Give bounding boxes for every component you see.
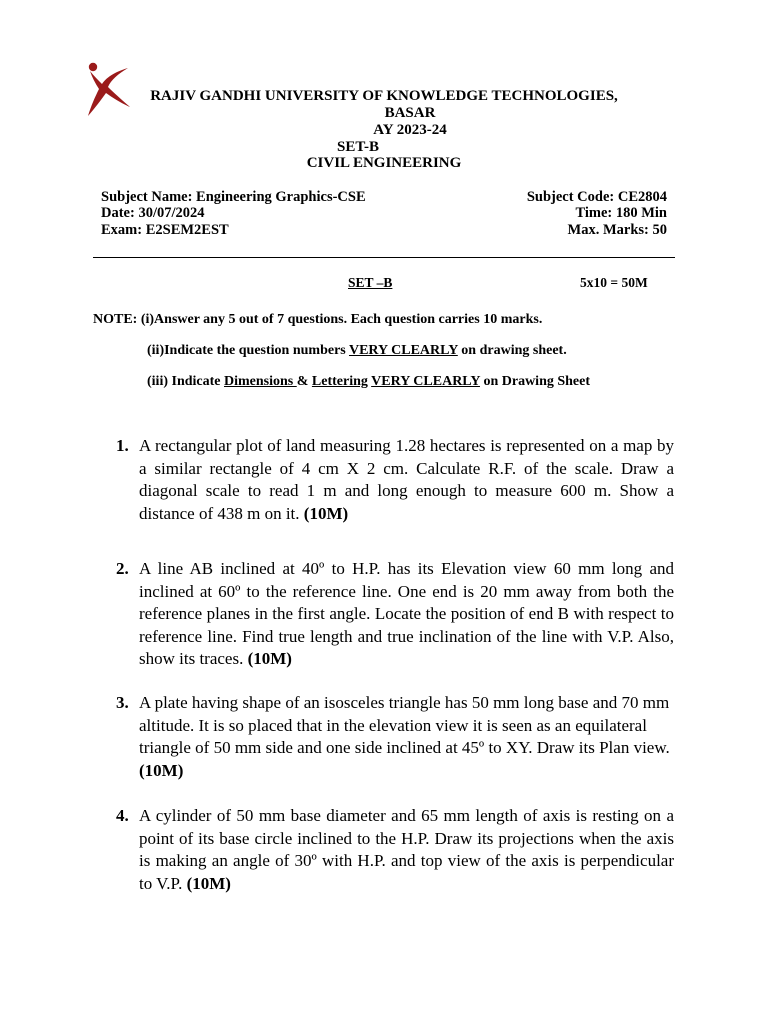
max-marks: Max. Marks: 50 [567, 222, 667, 238]
question-1-text: A rectangular plot of land measuring 1.28 hectares is represented on a map by a similar rectangle of 4 cm X 2 cm. Calculate R.F. of the scale. Draw a diagonal scale to read 1 m and long enough to measure 600 m. Show a distance of 438 m on it. (10M) [139, 436, 674, 523]
question-3-number: 3. [116, 693, 129, 712]
exam-date: Date: 30/07/2024 [101, 205, 205, 221]
subject-code: Subject Code: CE2804 [526, 189, 667, 205]
question-1-marks: (10M) [303, 503, 349, 523]
question-2-marks: (10M) [247, 649, 292, 668]
department: CIVIL ENGINEERING [306, 155, 462, 171]
question-2-text: A line AB inclined at 40º to H.P. has its Elevation view 60 mm long and inclined at 60º to the reference line. One end is 20 mm away from both the reference planes in the first angle. Locate the position of end B with respect to reference line. Find true length and true inclination of the line with V.P. Also, show its traces. (10M) [139, 559, 674, 668]
question-4-text: A cylinder of 50 mm base diameter and 65 mm length of axis is resting on a point of its base circle inclined to the H.P. Draw its projections when the axis is making an angle of 30º with H.P. and top view of the axis is perpendicular to V.P. (10M) [139, 806, 674, 893]
note-1: NOTE: (i)Answer any 5 out of 7 questions. Each question carries 10 marks. [93, 312, 543, 327]
question-2-number: 2. [116, 559, 129, 578]
exam-name: Exam: E2SEM2EST [101, 222, 229, 238]
question-4-marks: (10M) [186, 873, 231, 893]
set-label: SET-B [337, 139, 379, 155]
university-name-line1: RAJIV GANDHI UNIVERSITY OF KNOWLEDGE TECHNOLOGIES, [150, 88, 618, 104]
university-name-line2: BASAR [384, 105, 436, 121]
set-heading: SET –B [348, 275, 393, 290]
question-3-text: A plate having shape of an isosceles triangle has 50 mm long base and 70 mm altitude. It is so placed that in the elevation view it is seen as an equilateral triangle of 50 mm side and one side inclined at 45º to XY. Draw its Plan view. (10M) [139, 693, 670, 780]
header-divider [93, 257, 675, 258]
total-marks: 5x10 = 50M [580, 275, 648, 290]
question-4-number: 4. [116, 806, 129, 825]
note-3: (iii) Indicate Dimensions & Lettering VERY CLEARLY on Drawing Sheet [147, 374, 591, 389]
subject-name: Subject Name: Engineering Graphics-CSE [101, 189, 366, 205]
question-1-number: 1. [116, 436, 129, 455]
academic-year: AY 2023-24 [373, 122, 447, 138]
question-3-marks: (10M) [139, 760, 184, 780]
exam-time: Time: 180 Min [575, 205, 667, 221]
note-2: (ii)Indicate the question numbers VERY CLEARLY on drawing sheet. [147, 343, 567, 358]
